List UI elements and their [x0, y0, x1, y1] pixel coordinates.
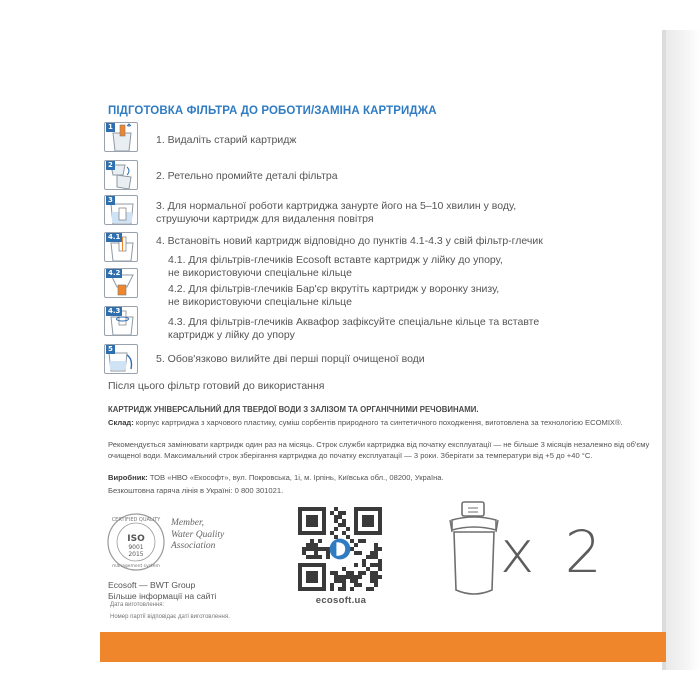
iso-certification-badge	[106, 512, 166, 572]
step-5-pour-water-icon	[104, 344, 138, 374]
step-5-number: 5	[108, 345, 113, 353]
ecosoft-group-line: Ecosoft — BWT Group	[108, 580, 196, 590]
iso-number: 9001	[128, 544, 144, 551]
member-line-3: Association	[171, 541, 216, 551]
step-1-text: 1. Видаліть старий картридж	[156, 134, 297, 146]
manufacture-date-label: Дата виготовлення:	[110, 602, 165, 608]
manufacturer-label: Виробник:	[108, 473, 148, 482]
qr-code[interactable]	[298, 507, 382, 591]
step-4-1-text-line-1: 4.1. Для фільтрів-глечиків Ecosoft вставте картридж у лійку до упору,	[168, 254, 503, 266]
step-4-3-number: 4.3	[108, 307, 121, 315]
step-1-number: 1	[108, 123, 113, 131]
composition-text: корпус картриджа з харчового пластику, суміш сорбентів природного та синтетичного походження, виготовлена за технологією ECOMIX®.	[135, 418, 623, 427]
page-title: ПІДГОТОВКА ФІЛЬТРА ДО РОБОТИ/ЗАМІНА КАРТРИДЖА	[108, 105, 437, 117]
step-3-text-line-2: струшуючи картридж для видалення повітря	[156, 213, 374, 225]
hotline-text: Безкоштовна гаряча лінія в Україні: 0 800 301021.	[108, 486, 284, 495]
step-4-2-text-line-2: не використовуючи спеціальне кільце	[168, 296, 352, 308]
quantity-label: x 2	[500, 518, 608, 586]
member-line-2: Water Quality	[171, 529, 225, 540]
step-4-2-number: 4.2	[108, 269, 121, 277]
orange-bottom-band	[100, 632, 666, 662]
iso-bottom-text: management system	[112, 564, 160, 569]
member-line-1: Member,	[171, 518, 204, 528]
step-1-remove-cartridge-icon	[104, 122, 138, 152]
step-3-soak-cartridge-icon	[104, 195, 138, 225]
composition-paragraph	[108, 418, 660, 429]
step-4-1-number: 4.1	[108, 233, 121, 241]
ecosoft-site-line: Більше інформації на сайті	[108, 590, 217, 601]
step-4-1-text-line-2: не використовуючи спеціальне кільце	[168, 267, 352, 279]
step-4-2-barrier-icon	[104, 268, 138, 298]
step-4-3-text-line-1: 4.3. Для фільтрів-глечиків Аквафор зафіксуйте спеціальне кільце та вставте	[168, 316, 540, 328]
step-4-3-text-line-2: картридж у лійку до упору	[168, 329, 295, 341]
step-2-number: 2	[108, 161, 113, 169]
step-2-rinse-icon	[104, 160, 138, 190]
step-4-text: 4. Встановіть новий картридж відповідно до пунктів 4.1-4.3 у свій фільтр-глечик	[156, 235, 543, 247]
manufacturer-text: ТОВ «НВО «Екософт», вул. Покровська, 1і, м. Ірпінь, Київська обл., 08200, Україна.	[149, 473, 444, 482]
iso-label: ISO	[127, 534, 145, 544]
step-4-3-aquaphor-icon	[104, 306, 138, 336]
manufacturer-paragraph	[108, 473, 660, 484]
step-3-number: 3	[108, 196, 113, 204]
cartridge-heading: КАРТРИДЖ УНІВЕРСАЛЬНИЙ ДЛЯ ТВЕРДОЇ ВОДИ З ЗАЛІЗОМ ТА ОРГАНІЧНИМИ РЕЧОВИНАМИ.	[108, 405, 479, 414]
box-side-shadow	[664, 30, 700, 670]
composition-label: Склад:	[108, 418, 134, 427]
step-2-text: 2. Ретельно промийте деталі фільтра	[156, 170, 338, 182]
iso-top-text: CERTIFIED QUALITY	[111, 517, 161, 523]
step-3-text-line-1: 3. Для нормальної роботи картриджа занурте його на 5–10 хвилин у воду,	[156, 200, 517, 212]
recommendation-paragraph: Рекомендується замінювати картридж один раз на місяць. Строк служби картриджа від початку експлуатації — не більше 3 місяців незалежно від об'єму очищеної води. Максимальний строк зберігання картриджа до початку експлуатації — 3 роки. Зберігати за температури від +5 до +40 °С.	[108, 440, 650, 460]
ready-note: Після цього фільтр готовий до використання	[108, 380, 325, 392]
iso-year: 2015	[128, 551, 144, 558]
step-5-text: 5. Обов'язково вилийте дві перші порції очищеної води	[156, 353, 425, 365]
water-quality-association	[171, 518, 224, 553]
step-4-2-text-line-1: 4.2. Для фільтрів-глечиків Бар'єр вкрутіть картридж у воронку знизу,	[168, 283, 500, 295]
website-label[interactable]: ecosoft.ua	[315, 595, 367, 606]
box-edge	[662, 30, 666, 670]
batch-number-label: Номер партії відповідає даті виготовлення.	[110, 614, 230, 620]
step-4-1-ecosoft-icon	[104, 232, 138, 262]
ecosoft-info	[108, 580, 216, 601]
